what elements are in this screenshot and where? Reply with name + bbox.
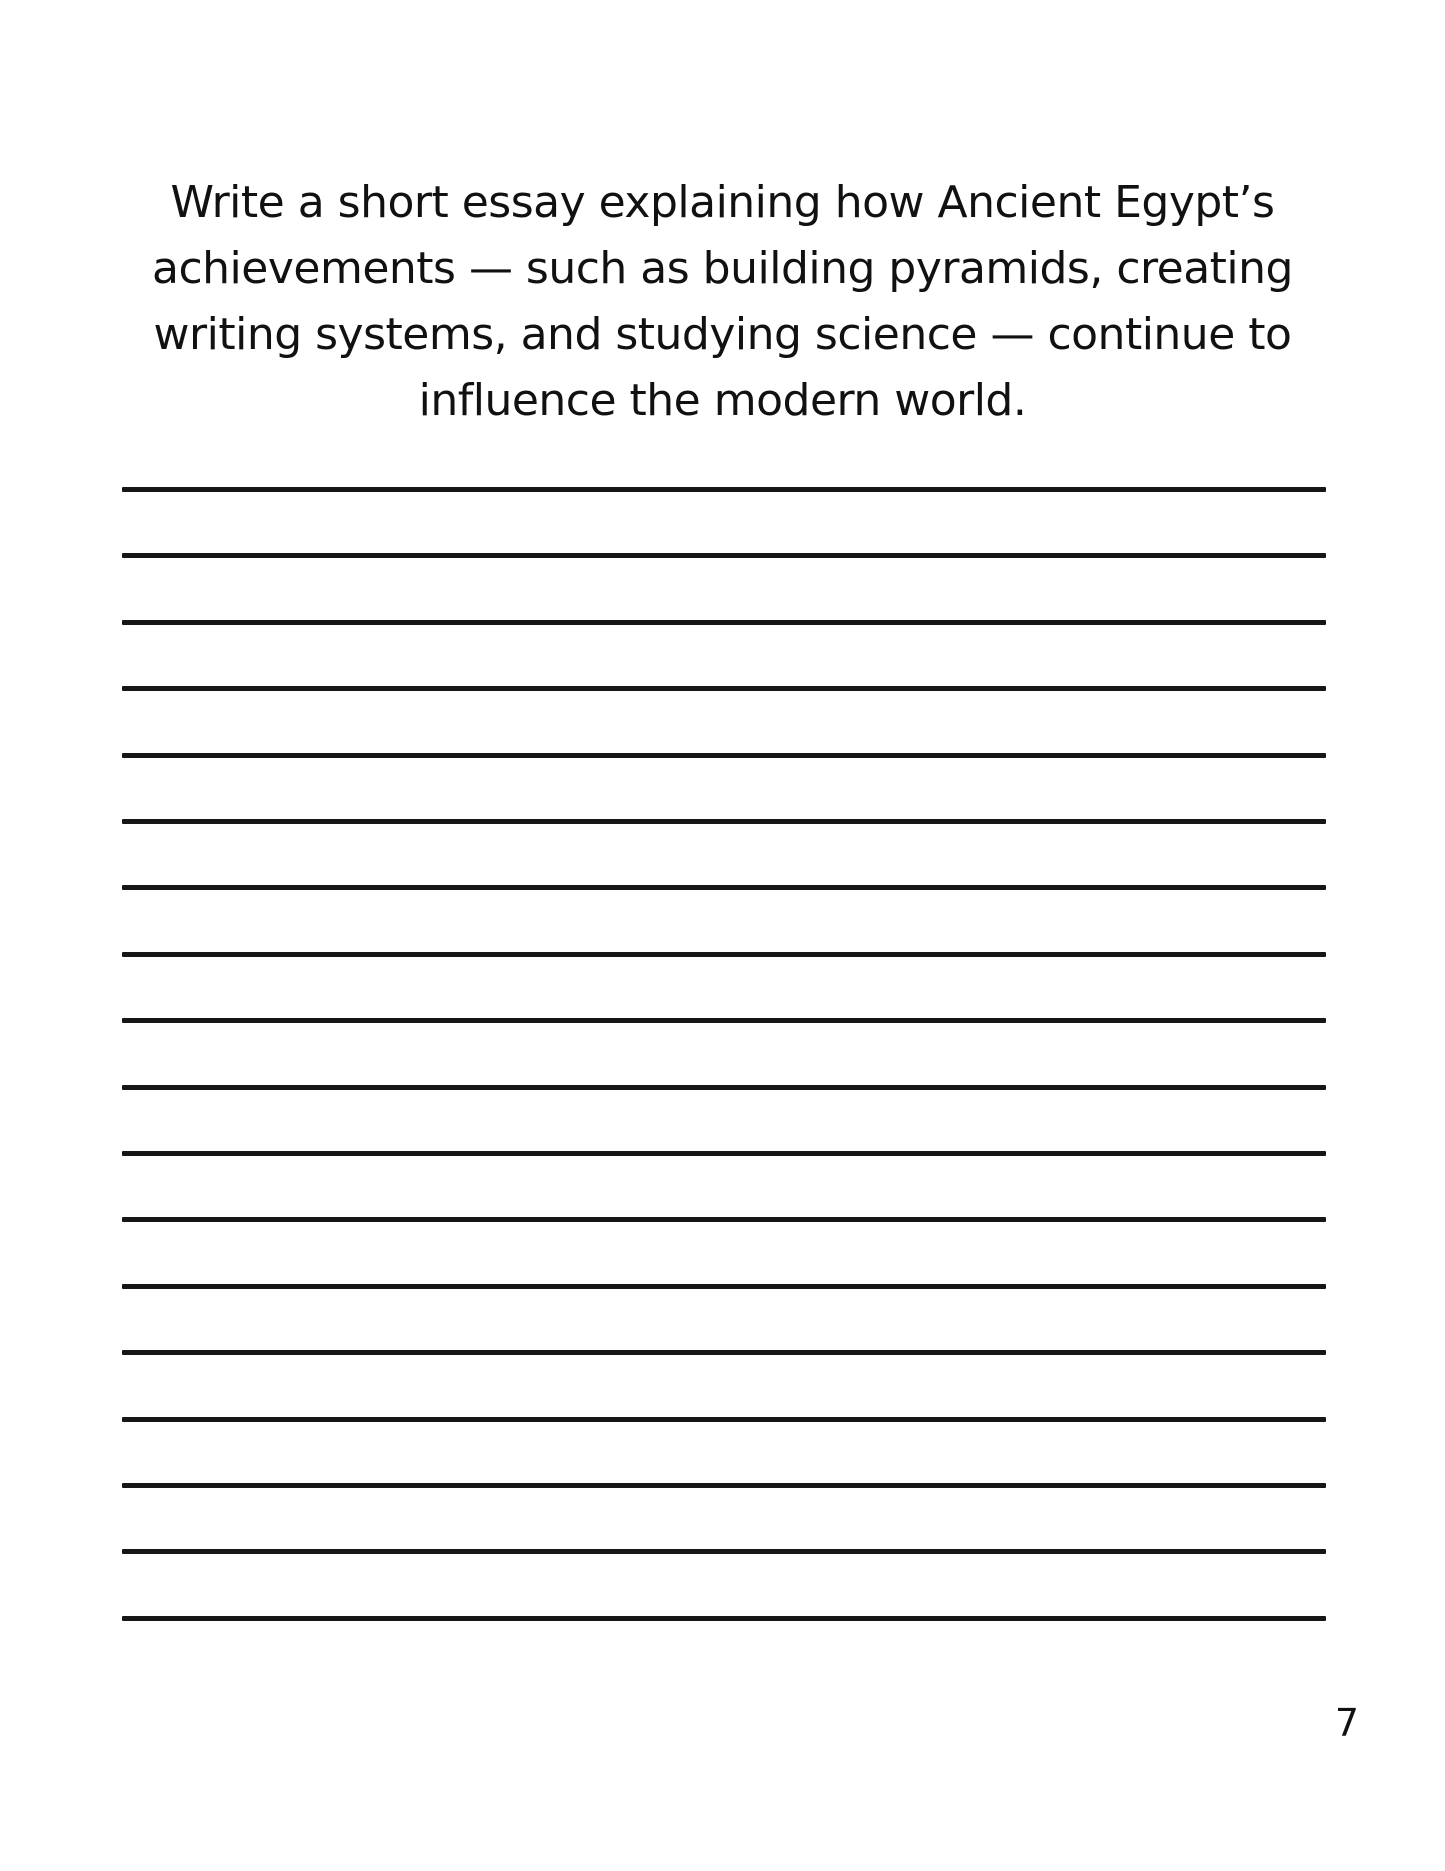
writing-line: [122, 819, 1326, 824]
writing-line: [122, 1616, 1326, 1621]
writing-line: [122, 753, 1326, 758]
writing-line: [122, 1284, 1326, 1289]
writing-line: [122, 952, 1326, 957]
writing-line: [122, 1417, 1326, 1422]
page-number: 7: [1334, 1701, 1359, 1745]
essay-prompt: Write a short essay explaining how Ancient Egypt’s achievements — such as building pyramids, creating writing systems, and studying science — continue to influence the modern world.: [152, 177, 1293, 426]
writing-line: [122, 1085, 1326, 1090]
writing-lines-area: [122, 487, 1326, 1617]
writing-line: [122, 1350, 1326, 1355]
writing-line: [122, 1549, 1326, 1554]
writing-line: [122, 686, 1326, 691]
writing-line: [122, 620, 1326, 625]
writing-line: [122, 553, 1326, 558]
writing-line: [122, 885, 1326, 890]
writing-line: [122, 1217, 1326, 1222]
writing-line: [122, 1151, 1326, 1156]
writing-line: [122, 1483, 1326, 1488]
writing-line: [122, 1018, 1326, 1023]
writing-line: [122, 487, 1326, 492]
